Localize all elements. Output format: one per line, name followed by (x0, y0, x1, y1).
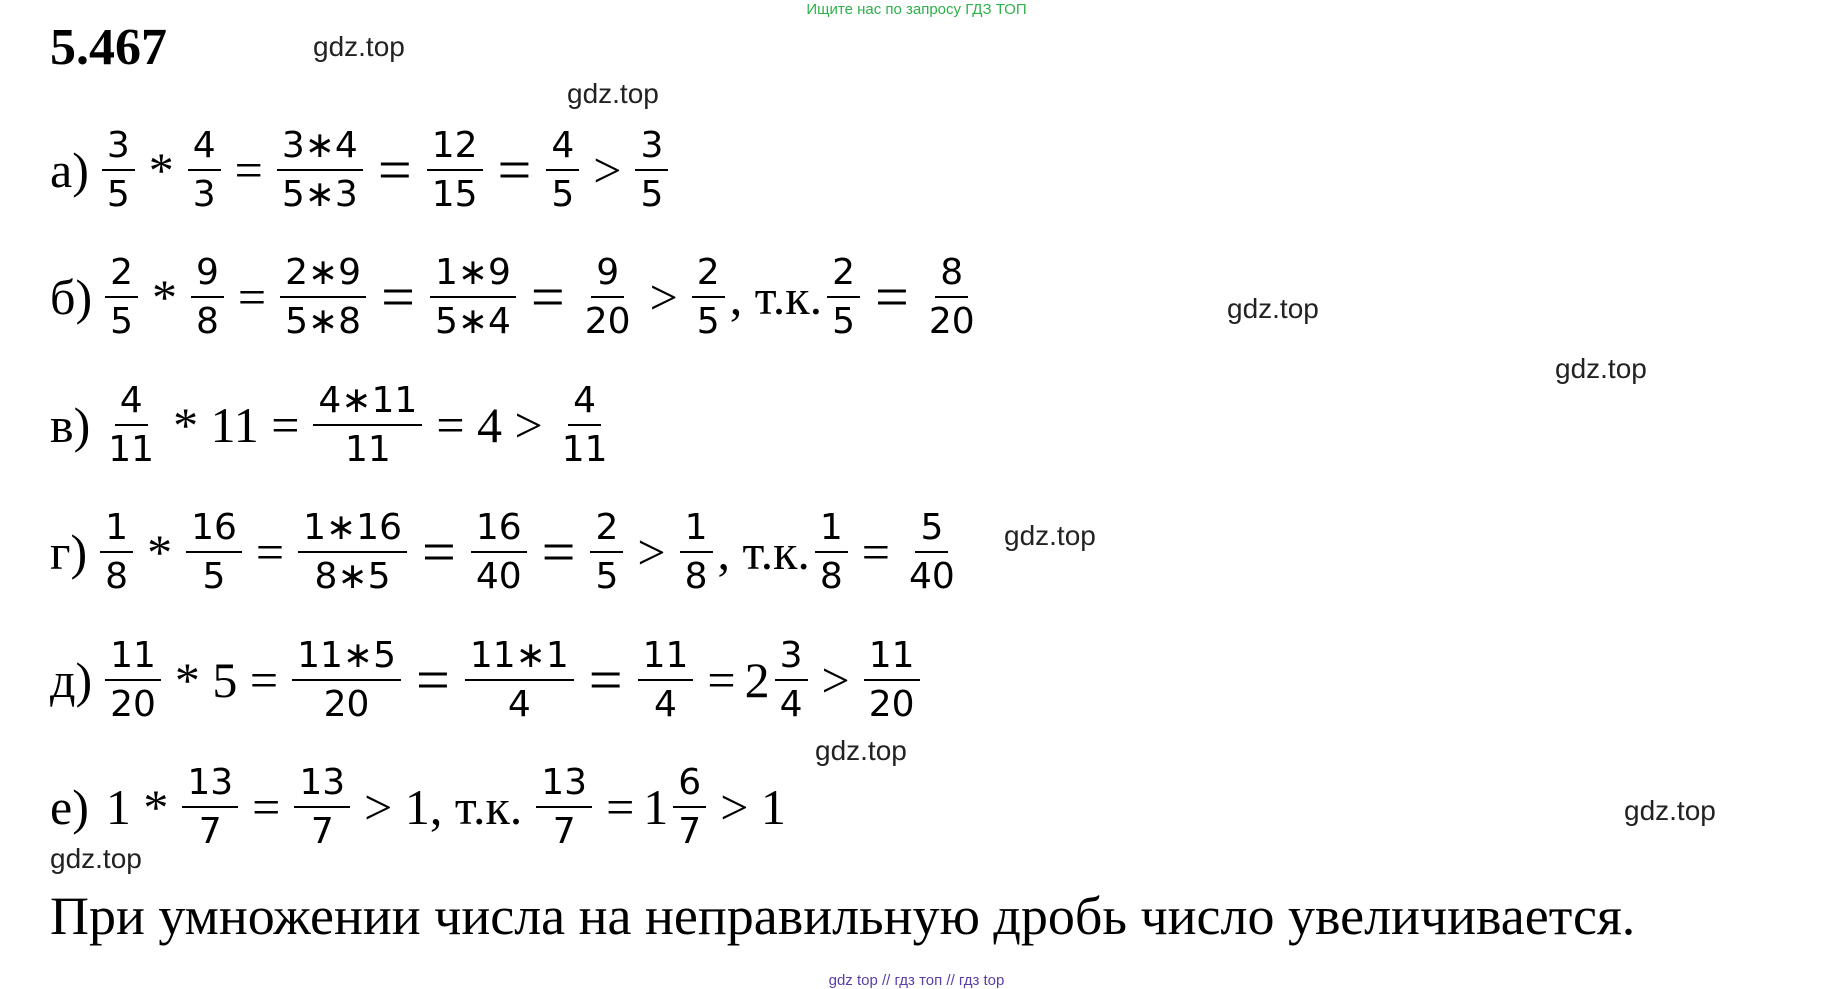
exercise-number: 5.467 (50, 19, 167, 76)
solution-line-a (50, 115, 673, 225)
equals-sign: = (381, 263, 415, 330)
math-operator: > (649, 269, 678, 325)
fraction-denominator: 5 (832, 301, 855, 342)
fraction (105, 635, 161, 726)
fraction (692, 252, 725, 343)
fraction-denominator: 8 (819, 556, 843, 597)
fraction (277, 125, 363, 216)
separator-text: , т.к. (717, 524, 810, 580)
mixed-number (643, 762, 711, 853)
fraction-denominator: 40 (909, 556, 955, 597)
fraction (280, 252, 366, 343)
fraction-denominator: 5∗3 (281, 174, 358, 215)
equals-sign: = (588, 646, 623, 713)
top-search-hint: Ищите нас по запросу ГДЗ ТОП (806, 1, 1027, 18)
equals-sign: = (377, 136, 412, 203)
fraction (182, 762, 238, 853)
fraction (188, 125, 221, 216)
watermark: gdz.top (313, 31, 405, 62)
fraction-denominator: 20 (928, 301, 975, 342)
fraction (186, 507, 242, 598)
fraction-denominator: 5 (202, 556, 226, 597)
math-operator: > (593, 142, 622, 198)
equals-sign: = (541, 518, 576, 585)
fraction (635, 125, 668, 216)
math-operator: = (606, 779, 635, 835)
fraction (536, 762, 592, 853)
fraction-numerator: 11 (864, 635, 920, 681)
fraction (294, 762, 350, 853)
fraction-numerator: 11∗5 (292, 635, 401, 681)
equals-sign: = (874, 263, 909, 330)
fraction (100, 507, 133, 598)
fraction (471, 507, 527, 598)
fraction-denominator: 4 (654, 684, 677, 725)
fraction-denominator: 5 (551, 174, 575, 215)
mixed-whole: 2 (744, 652, 770, 708)
item-label: б) (50, 269, 93, 325)
fraction-numerator: 2 (105, 252, 138, 298)
fraction-denominator: 20 (110, 684, 156, 725)
fraction-numerator: 2 (590, 507, 623, 553)
fraction-numerator: 1∗16 (298, 507, 407, 553)
fraction-denominator: 5 (640, 174, 664, 215)
fraction-denominator: 20 (868, 684, 915, 725)
fraction (430, 252, 516, 343)
fraction-numerator: 2 (827, 252, 860, 298)
fraction (313, 380, 422, 471)
fraction-denominator: 3 (192, 174, 216, 215)
fraction (638, 635, 694, 726)
fraction (105, 252, 138, 343)
fraction-numerator: 16 (471, 507, 527, 553)
fraction-numerator: 11∗1 (465, 635, 574, 681)
math-operator: > (637, 524, 666, 580)
fraction-numerator: 16 (186, 507, 242, 553)
solution-line-e (50, 752, 795, 862)
fraction-numerator: 1∗9 (430, 252, 516, 298)
watermark: gdz.top (50, 843, 142, 874)
math-operator: > 1 (720, 779, 786, 835)
item-label: е) (50, 779, 89, 835)
fraction-numerator: 3 (635, 125, 668, 171)
watermark: gdz.top (567, 78, 659, 109)
math-operator: * 5 = (174, 652, 279, 708)
math-operator: = (861, 524, 890, 580)
math-operator: * (152, 269, 177, 325)
solution-line-g (50, 497, 965, 607)
fraction (904, 507, 960, 598)
fraction-numerator: 4 (115, 380, 148, 426)
fraction-numerator: 3∗4 (277, 125, 363, 171)
fraction-numerator: 5 (915, 507, 948, 553)
fraction (775, 635, 808, 726)
fraction-numerator: 2 (692, 252, 725, 298)
fraction-denominator: 8 (196, 301, 219, 342)
math-operator: * 11 = (173, 397, 300, 453)
watermark: gdz.top (1004, 520, 1096, 551)
math-operator: = (252, 779, 281, 835)
math-operator: = (234, 142, 263, 198)
fraction-numerator: 4 (188, 125, 221, 171)
fraction-denominator: 5 (110, 301, 133, 342)
fraction-numerator: 13 (182, 762, 238, 808)
fraction (673, 762, 706, 853)
fraction-numerator: 1 (680, 507, 713, 553)
fraction (427, 125, 483, 216)
solution-line-d (50, 625, 925, 735)
fraction-numerator: 4∗11 (313, 380, 422, 426)
fraction-numerator: 11 (105, 635, 161, 681)
fraction-numerator: 1 (815, 507, 848, 553)
watermark: gdz.top (815, 735, 907, 766)
fraction-numerator: 4 (568, 380, 601, 426)
math-operator: * (148, 142, 174, 198)
fraction-numerator: 13 (294, 762, 350, 808)
fraction (298, 507, 407, 598)
solution-line-b (50, 242, 985, 352)
fraction-denominator: 5 (696, 301, 720, 342)
fraction-denominator: 40 (475, 556, 522, 597)
equals-sign: = (421, 518, 456, 585)
fraction (815, 507, 848, 598)
fraction-denominator: 8 (684, 556, 708, 597)
watermark: gdz.top (1555, 353, 1647, 384)
footer-links: gdz top // гдз топ // гдз top (828, 972, 1005, 989)
fraction-numerator: 9 (591, 252, 624, 298)
fraction (546, 125, 579, 216)
item-label: в) (50, 397, 91, 453)
fraction-denominator: 5 (106, 174, 130, 215)
fraction (191, 252, 224, 343)
equals-sign: = (416, 646, 450, 713)
fraction-numerator: 13 (536, 762, 592, 808)
mixed-number (745, 635, 813, 726)
math-operator: 1 * (105, 779, 169, 835)
fraction-denominator: 20 (584, 301, 631, 342)
fraction-numerator: 1 (100, 507, 133, 553)
math-operator: = (707, 652, 736, 708)
fraction-denominator: 7 (198, 811, 222, 852)
fraction-numerator: 9 (191, 252, 224, 298)
watermark: gdz.top (1227, 293, 1319, 324)
fraction (827, 252, 860, 343)
math-operator: = (255, 524, 285, 580)
fraction (557, 380, 613, 471)
math-operator: = 4 > (436, 397, 543, 453)
fraction-denominator: 11 (344, 429, 391, 470)
fraction-denominator: 5∗8 (285, 301, 362, 342)
math-operator: > 1, т.к. (364, 779, 523, 835)
solution-line-v (50, 370, 618, 480)
conclusion-text: При умножении числа на неправильную дробь число увеличивается. (50, 886, 1636, 946)
fraction (292, 635, 401, 726)
fraction-denominator: 8 (105, 556, 129, 597)
item-label: д) (50, 652, 93, 708)
fraction-numerator: 8 (935, 252, 968, 298)
fraction-numerator: 3 (102, 125, 135, 171)
fraction-denominator: 7 (310, 811, 334, 852)
fraction (924, 252, 980, 343)
fraction-numerator: 2∗9 (280, 252, 366, 298)
fraction-denominator: 5∗4 (434, 301, 511, 342)
fraction-denominator: 7 (552, 811, 576, 852)
fraction-denominator: 7 (678, 811, 702, 852)
equals-sign: = (530, 263, 565, 330)
fraction (590, 507, 623, 598)
fraction (864, 635, 920, 726)
fraction (465, 635, 574, 726)
fraction-denominator: 4 (507, 684, 531, 725)
fraction-denominator: 4 (779, 684, 803, 725)
fraction (102, 125, 135, 216)
math-operator: * (147, 524, 173, 580)
math-operator: > (821, 652, 850, 708)
fraction-denominator: 8∗5 (314, 556, 391, 597)
equals-sign: = (497, 136, 532, 203)
item-label: г) (50, 524, 88, 580)
fraction (680, 507, 713, 598)
fraction (103, 380, 159, 471)
mixed-whole: 1 (643, 779, 669, 835)
fraction-numerator: 3 (775, 635, 808, 681)
watermark: gdz.top (1624, 795, 1716, 826)
item-label: а) (50, 142, 89, 198)
fraction-denominator: 11 (108, 429, 155, 470)
fraction-denominator: 15 (431, 174, 478, 215)
separator-text: , т.к. (729, 269, 823, 325)
math-operator: = (237, 269, 267, 325)
fraction (580, 252, 636, 343)
fraction-numerator: 4 (546, 125, 579, 171)
fraction-numerator: 11 (638, 635, 694, 681)
fraction-numerator: 12 (427, 125, 483, 171)
fraction-numerator: 6 (673, 762, 706, 808)
fraction-denominator: 20 (323, 684, 370, 725)
fraction-denominator: 11 (561, 429, 608, 470)
fraction-denominator: 5 (595, 556, 619, 597)
